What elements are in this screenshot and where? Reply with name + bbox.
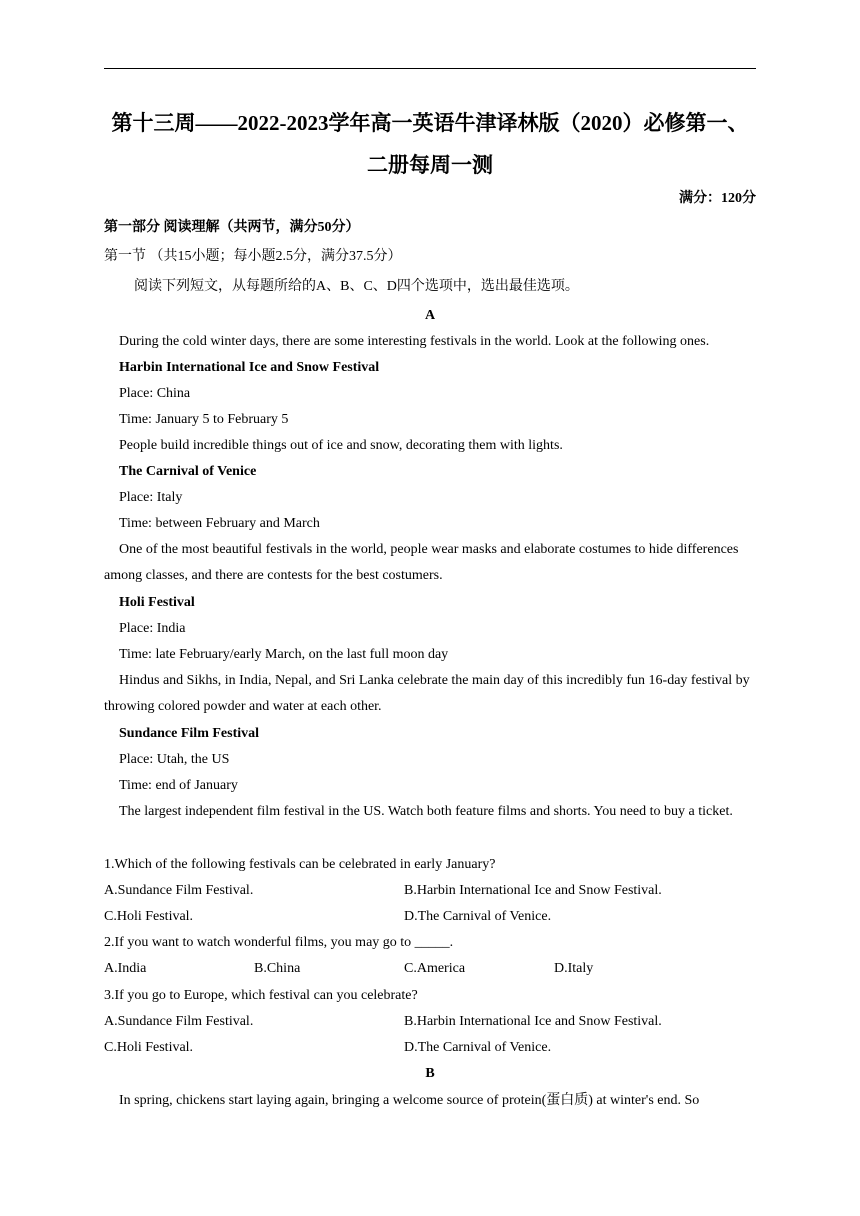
festival-name: The Carnival of Venice [119, 464, 257, 479]
option-c[interactable]: C.Holi Festival. [104, 1040, 194, 1055]
full-score: 满分：120分 [679, 191, 756, 206]
option-c[interactable]: C.America [404, 961, 466, 976]
option-d[interactable]: D.The Carnival of Venice. [404, 909, 552, 924]
option-b[interactable]: B.China [254, 961, 301, 976]
option-d[interactable]: D.The Carnival of Venice. [404, 1040, 552, 1055]
header-rule [104, 68, 756, 69]
festival-time: Time: late February/early March, on the last full moon day [119, 647, 449, 662]
option-a[interactable]: A.India [104, 961, 147, 976]
festival-time: Time: January 5 to February 5 [119, 412, 289, 427]
festival-name: Sundance Film Festival [119, 726, 260, 741]
festival-name: Holi Festival [119, 595, 195, 610]
festival-time: Time: between February and March [119, 516, 320, 531]
passage-b-first-line: In spring, chickens start laying again, bringing a welcome source of protein(蛋白质) at winter's end. So [119, 1093, 700, 1108]
question-stem: 1.Which of the following festivals can be celebrated in early January? [104, 857, 496, 872]
part-heading: 第一部分 阅读理解（共两节，满分50分） [104, 220, 360, 235]
festival-name: Harbin International Ice and Snow Festival [119, 360, 380, 375]
option-c[interactable]: C.Holi Festival. [104, 909, 194, 924]
option-b[interactable]: B.Harbin International Ice and Snow Festival. [404, 1014, 662, 1029]
passage-a-intro: During the cold winter days, there are some interesting festivals in the world. Look at the following ones. [119, 334, 710, 349]
question-stem: 2.If you want to watch wonderful films, you may go to _____. [104, 935, 454, 950]
option-d[interactable]: D.Italy [554, 961, 594, 976]
festival-time: Time: end of January [119, 778, 238, 793]
festival-desc: The largest independent film festival in the US. Watch both feature films and shorts. You need to buy a ticket. [119, 804, 733, 819]
section-heading: 第一节 （共15小题；每小题2.5分，满分37.5分） [104, 249, 402, 264]
festival-place: Place: Utah, the US [119, 752, 230, 767]
instruction: 阅读下列短文，从每题所给的A、B、C、D四个选项中，选出最佳选项。 [134, 279, 579, 294]
festival-desc: People build incredible things out of ice and snow, decorating them with lights. [119, 438, 563, 453]
festival-desc: Hindus and Sikhs, in India, Nepal, and Sri Lanka celebrate the main day of this incredibly fun 16-day festival by throwing colored powder and water at each other. [104, 673, 750, 714]
question-stem: 3.If you go to Europe, which festival can you celebrate? [104, 988, 418, 1003]
festival-place: Place: India [119, 621, 186, 636]
festival-place: Place: China [119, 386, 191, 401]
passage-a-label: A [424, 308, 436, 323]
festival-place: Place: Italy [119, 490, 183, 505]
page-title: 第十三周——2022-2023学年高一英语牛津译林版（2020）必修第一、二册每周一测 [111, 111, 749, 177]
festival-desc: One of the most beautiful festivals in the world, people wear masks and elaborate costumes to hide differences among classes, and there are contests for the best costumers. [104, 542, 739, 583]
option-a[interactable]: A.Sundance Film Festival. [104, 1014, 254, 1029]
passage-b-label: B [425, 1066, 435, 1081]
option-b[interactable]: B.Harbin International Ice and Snow Festival. [404, 883, 662, 898]
option-a[interactable]: A.Sundance Film Festival. [104, 883, 254, 898]
